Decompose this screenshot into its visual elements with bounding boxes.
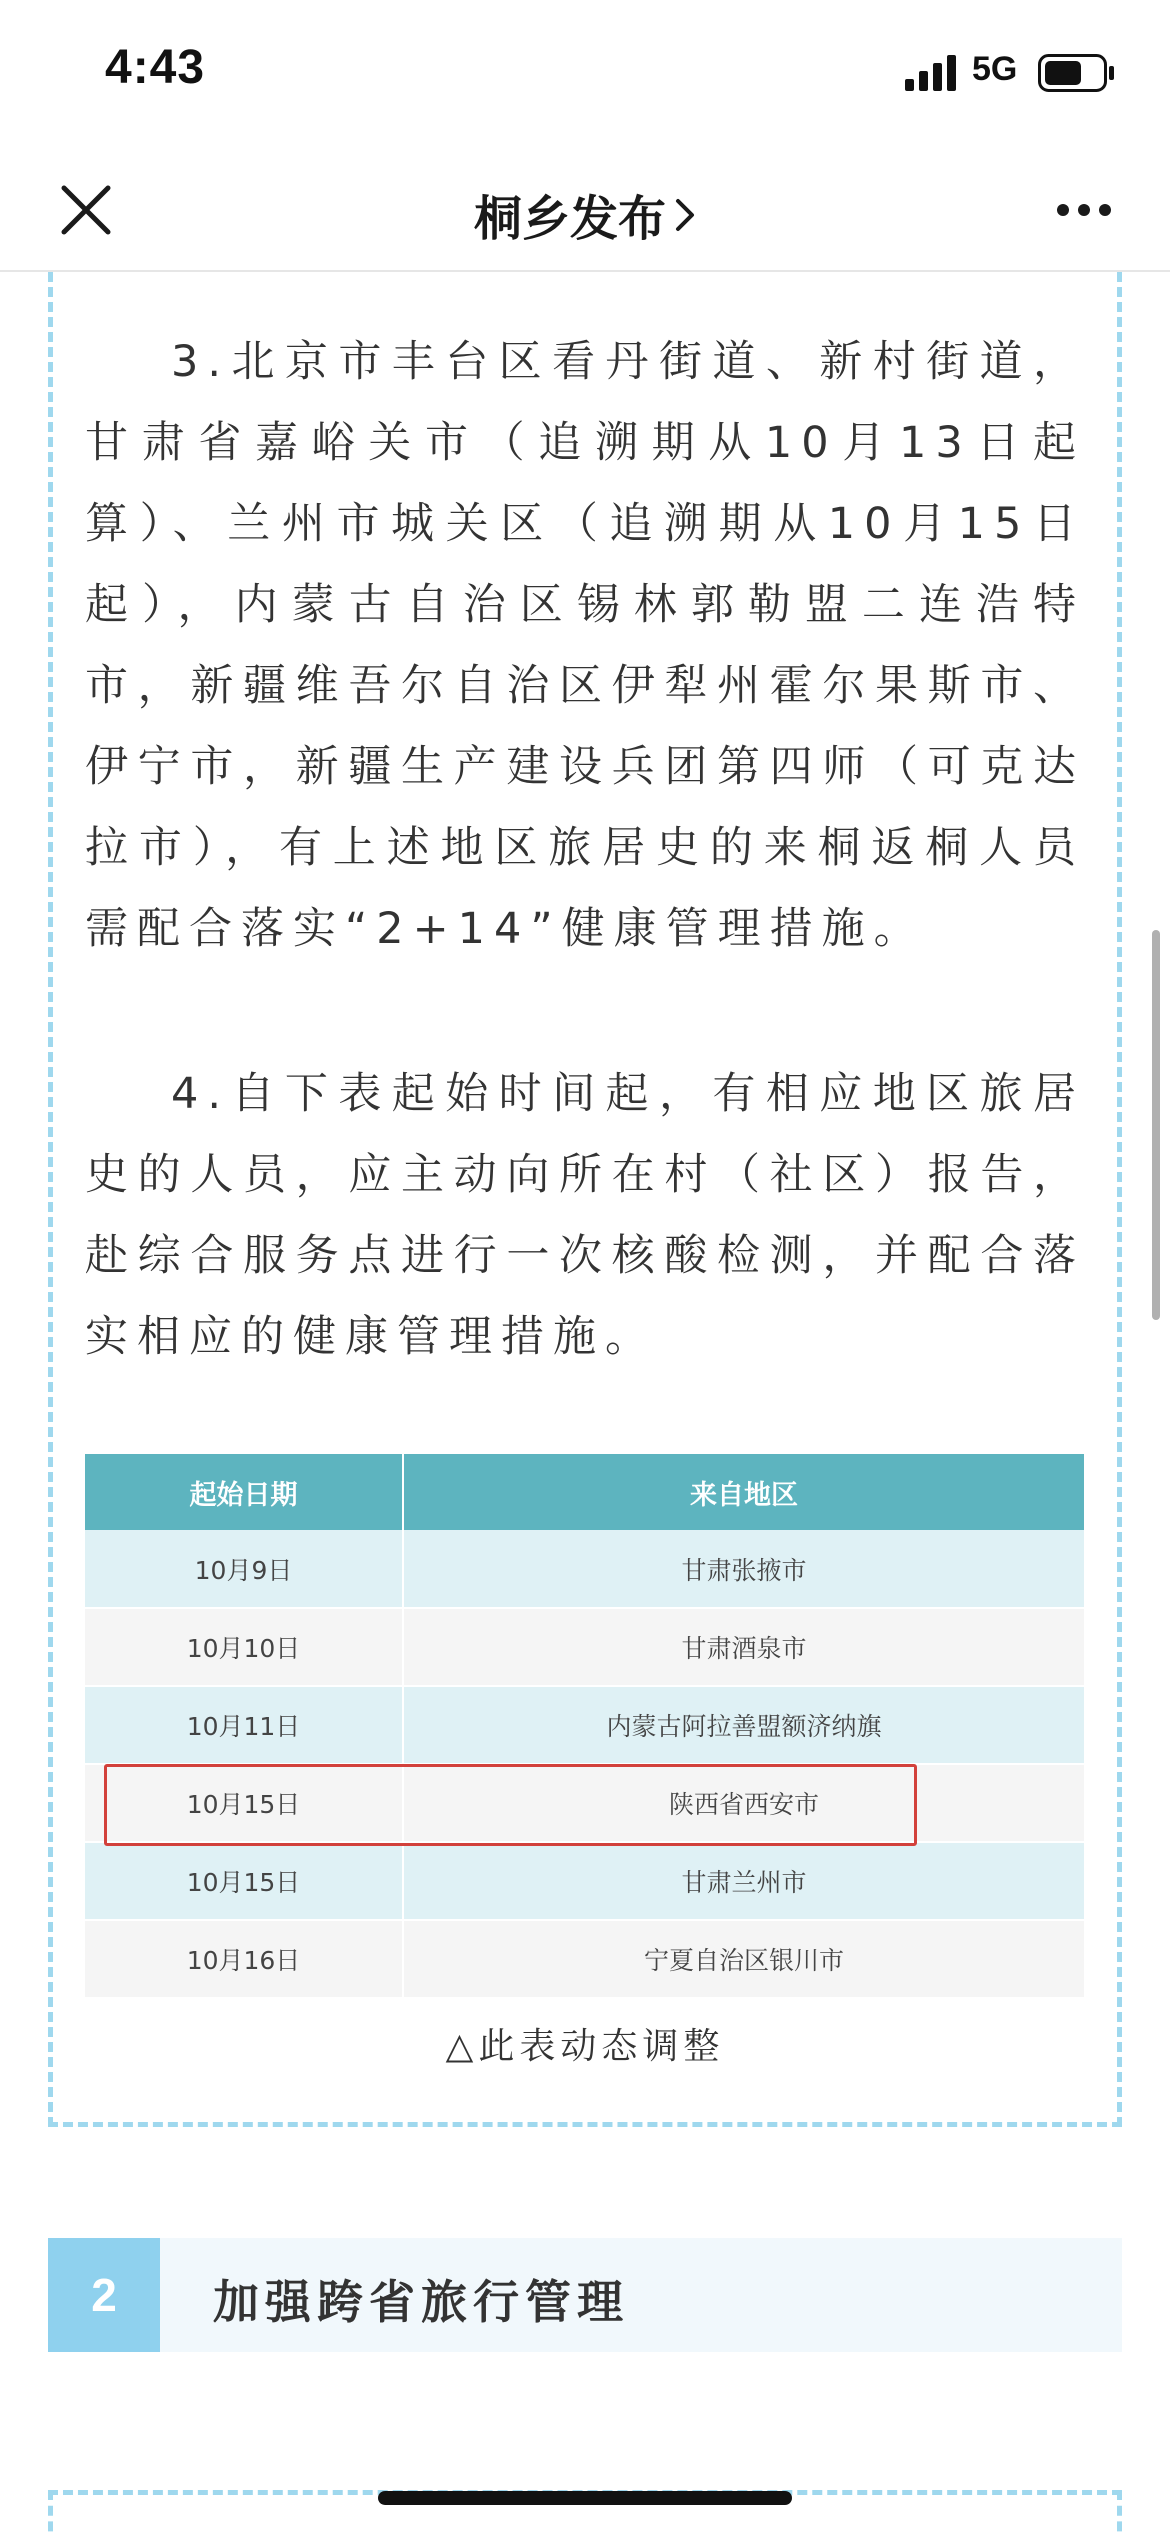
page-title: 桐乡发布 <box>473 191 666 247</box>
table-row <box>85 1920 1084 1998</box>
more-horizontal-icon[interactable] <box>1055 200 1113 220</box>
cell-date: 10月9日 <box>85 1530 403 1608</box>
cellular-signal-icon <box>905 55 957 91</box>
table-row <box>85 1530 1084 1608</box>
status-bar <box>0 0 1170 150</box>
cell-date: 10月15日 <box>85 1842 403 1920</box>
chevron-right-icon <box>674 197 696 233</box>
cell-region: 甘肃酒泉市 <box>403 1608 1084 1686</box>
table-row <box>85 1842 1084 1920</box>
status-time: 4:43 <box>105 41 206 94</box>
cell-region: 甘肃兰州市 <box>403 1842 1084 1920</box>
account-title-link[interactable] <box>0 180 1170 249</box>
cell-region: 陕西省西安市 <box>403 1764 1084 1842</box>
table-note: △此表动态调整 <box>445 2026 725 2067</box>
network-type: 5G <box>972 50 1018 88</box>
scrollbar[interactable] <box>1152 930 1160 1320</box>
paragraph-3: 3.北京市丰台区看丹街道、新村街道，甘肃省嘉峪关市（追溯期从10月13日起算）、兰州市城关区（追溯期从10月15日起），内蒙古自治区锡林郭勒盟二连浩特市，新疆维吾尔自治区伊犁州霍尔果斯市、伊宁市，新疆生产建设兵团第四师（可克达拉市），有上述地区旅居史的来桐返桐人员需配合落实“2+14”健康管理措施。 <box>85 337 1085 954</box>
cell-date: 10月15日 <box>85 1764 403 1842</box>
battery-icon <box>1038 54 1116 92</box>
section-number-badge: 2 <box>48 2238 160 2352</box>
cell-region: 内蒙古阿拉善盟额济纳旗 <box>403 1686 1084 1764</box>
nav-bar <box>0 150 1170 272</box>
cell-region: 甘肃张掖市 <box>403 1530 1084 1608</box>
section-header <box>48 2238 1122 2352</box>
header-region: 来自地区 <box>403 1454 1084 1530</box>
cell-date: 10月10日 <box>85 1608 403 1686</box>
table-row <box>85 1686 1084 1764</box>
paragraph-4: 4.自下表起始时间起，有相应地区旅居史的人员，应主动向所在村（社区）报告，赴综合服务点进行一次核酸检测，并配合落实相应的健康管理措施。 <box>85 1069 1085 1362</box>
section-title: 加强跨省旅行管理 <box>213 2275 629 2329</box>
table-row <box>85 1608 1084 1686</box>
header-start-date: 起始日期 <box>85 1454 403 1530</box>
cell-date: 10月16日 <box>85 1920 403 1998</box>
cell-date: 10月11日 <box>85 1686 403 1764</box>
region-table <box>85 1454 1084 1999</box>
home-indicator[interactable] <box>378 2491 792 2505</box>
table-row-highlighted <box>85 1764 1084 1842</box>
cell-region: 宁夏自治区银川市 <box>403 1920 1084 1998</box>
table-header-row <box>85 1454 1084 1530</box>
data-table <box>85 1454 1084 1999</box>
